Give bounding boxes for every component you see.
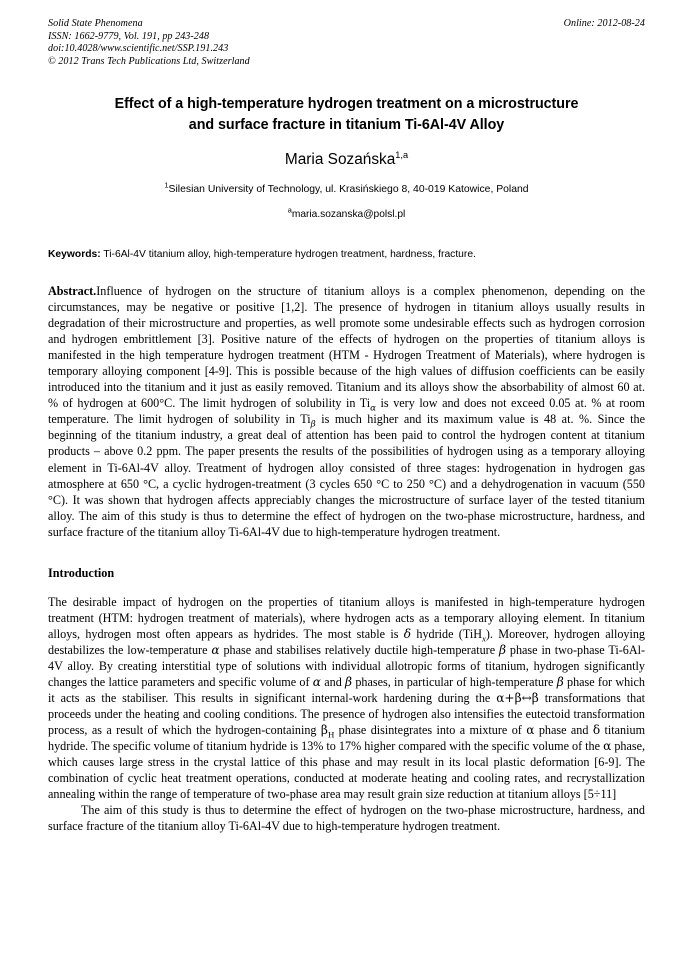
- intro-text-e: phase in two-phase Ti-6Al-4V alloy. By creating interstitial type of solutions with individual allotropic forms of titanium, hydrogen significantly changes the lattice parameters and specific volume of: [48, 642, 645, 689]
- intro-symbol-delta-2: δ: [592, 723, 601, 738]
- intro-text-j: phase disintegrates into a mixture of: [334, 723, 527, 738]
- intro-subscript-x: x: [481, 633, 486, 644]
- intro-symbol-alpha-1: α: [211, 642, 220, 657]
- online-date: Online: 2012-08-24: [563, 18, 645, 29]
- affiliation-text: Silesian University of Technology, ul. Krasińskiego 8, 40-019 Katowice, Poland: [168, 184, 529, 195]
- abstract-text-part-2: is very low and does not exceed 0.05 at. % at room temperature. The limit hydrogen of solubility in Ti: [48, 396, 645, 427]
- intro-text-l: titanium hydride. The specific volume of titanium hydride is 13% to 17% higher compared with the specific volume of the: [48, 723, 646, 754]
- abstract-paragraph: [48, 283, 645, 540]
- title-line-2: and surface fracture in titanium Ti-6Al-4V Alloy: [188, 116, 505, 133]
- intro-symbol-beta-3: β: [556, 674, 564, 689]
- author-markers: 1,a: [395, 149, 409, 160]
- issn-line: ISSN: 1662-9779, Vol. 191, pp 243-248: [48, 30, 210, 42]
- abstract-subscript-beta: β: [310, 419, 316, 430]
- keywords-text: Ti-6Al-4V titanium alloy, high-temperature hydrogen treatment, hardness, fracture.: [103, 249, 476, 260]
- intro-text-a: The desirable impact of hydrogen on the properties of titanium alloys is manifested in high-temperature hydrogen treatment (HTM: hydrogen treatment of materials), where hydrogen acts as a temporary alloying element. In titanium alloys, hydrogen most often appears as hydrides. The most stable is: [48, 594, 645, 641]
- introduction-paragraph-1: [48, 594, 645, 803]
- intro-symbol-delta: δ: [403, 626, 412, 641]
- intro-subscript-h: H: [327, 729, 335, 740]
- keywords-line: [48, 248, 645, 262]
- affiliation-line: [48, 180, 645, 197]
- intro-text-m: phase, which causes large stress in the crystal lattice of this phase and may result in its local plastic deformation [6-9]. The combination of cyclic heat treatment operations, conducted at moderate heating and cooling rates, and recrystallization annealing within the range of temperature of two-phase area may result grain size reduction at titanium alloys [5÷11]: [48, 739, 645, 802]
- intro-text-c: ). Moreover, hydrogen alloying destabilizes the low-temperature: [48, 626, 645, 657]
- intro-symbol-transformation: α+β↔β: [496, 691, 539, 706]
- author-line: [48, 151, 645, 169]
- introduction-paragraph-2: The aim of this study is thus to determine the effect of hydrogen on the two-phase microstructure, hardness, and surface fracture of the titanium alloy Ti-6Al-4V due to high-temperature hydrogen treatment.: [48, 803, 645, 834]
- intro-text-i: transformations that proceeds under the heating and cooling conditions. The presence of hydrogen also intensifies the eutectoid transformation process, as a result of which the hydrogen-containing: [48, 691, 645, 738]
- intro-text-d: phase and stabilises relatively ductile high-temperature: [219, 642, 499, 657]
- introduction-heading: Introduction: [48, 565, 115, 580]
- abstract-label: Abstract.: [48, 284, 97, 298]
- intro-symbol-alpha-2: α: [312, 674, 321, 689]
- intro-text-b: hydride (TiH: [411, 626, 482, 641]
- intro-text-g: phases, in particular of high-temperature: [352, 674, 557, 689]
- author-name: Maria Sozańska: [284, 151, 396, 168]
- intro-symbol-beta-2: β: [345, 674, 353, 689]
- journal-name: Solid State Phenomena: [48, 18, 143, 29]
- abstract-text-part-3: is much higher and its maximum value is 48 at. %. Since the beginning of the titanium industry, a great deal of attention has been paid to control the hydrogen content at titanium products – above 0.2 ppm. The paper presents the results of the possibilities of hydrogen using as a temporary alloying element in Ti-6Al-4V alloy. Treatment of hydrogen alloy consisted of three stages: hydrogenation in hydrogen gas atmosphere at 650 °C, a cyclic hydrogen-treatment (3 cycles 650 °C to 250 °C) and a dehydrogenation in vacuum (550 °C). It was shown that hydrogen affects appreciably changes the microstructure of surface layer of the tested titanium alloy. The aim of this study is thus to determine the effect of hydrogen on the two-phase microstructure, hardness, and surface fracture of the titanium alloy Ti-6Al-4V due to high-temperature hydrogen treatment.: [48, 412, 645, 539]
- abstract-text-part-1: Influence of hydrogen on the structure of titanium alloys is a complex phenomenon, depending on the circumstances, may be negative or positive [1,2]. The presence of hydrogen in titanium alloys usually results in degradation of their microstructure and properties, as well promote some undesirable effects such as hydrogen corrosion and hydrogen embrittlement [3]. Positive nature of the effects of hydrogen on the properties of titanium alloys is manifested in the high temperature hydrogen treatment (HTM - Hydrogen Treatment of Materials), where hydrogen is temporary alloying component [4-9]. This is possible because of the high values of diffusion coefficients can be easily introduced into the titanium and it just as easily removed. Titanium and its alloys show the absorbability of almost 60 at. % of hydrogen at 600°C. The limit hydrogen of solubility in Ti: [48, 284, 645, 411]
- intro-symbol-beta-h: β: [320, 723, 328, 738]
- abstract-subscript-alpha: α: [370, 403, 376, 414]
- intro-symbol-beta-1: β: [498, 642, 507, 657]
- title-line-1: Effect of a high-temperature hydrogen treatment on a microstructure: [114, 96, 579, 112]
- email-line: [48, 205, 645, 222]
- intro-symbol-alpha-4: α: [603, 739, 612, 754]
- doi-line: doi:10.4028/www.scientific.net/SSP.191.243: [48, 43, 229, 55]
- keywords-label: Keywords:: [48, 249, 101, 260]
- intro-text-k: phase and: [534, 723, 593, 738]
- affiliation-marker: 1: [164, 180, 169, 190]
- page-title: [62, 94, 631, 135]
- intro-symbol-alpha-3: α: [526, 723, 535, 738]
- journal-header: [48, 18, 645, 74]
- copyright-line: © 2012 Trans Tech Publications Ltd, Switzerland: [48, 55, 250, 67]
- intro-text-h: phase for which it acts as the stabiliser. This results in significant internal-work hardening during the: [48, 674, 646, 706]
- intro-text-f: and: [320, 674, 346, 689]
- email-marker: a: [287, 205, 292, 215]
- email-address: maria.sozanska@polsl.pl: [291, 209, 406, 220]
